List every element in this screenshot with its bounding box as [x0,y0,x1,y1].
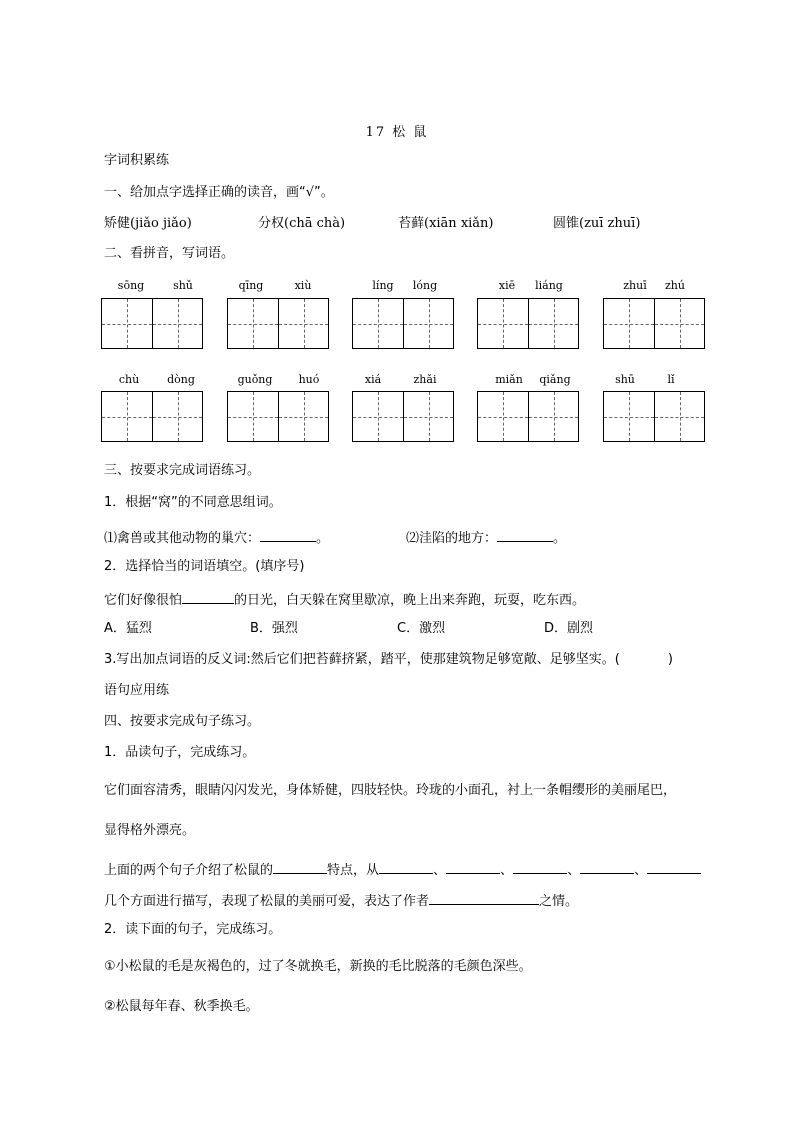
grid-cell[interactable] [228,299,278,348]
grid-cell[interactable] [528,299,578,348]
answer-blank[interactable] [429,890,539,905]
fill-mid: 特点，从 [327,863,380,878]
writing-grid[interactable] [101,298,203,349]
pinyin: lǐ [667,373,675,386]
answer-blank[interactable] [182,589,234,604]
pinyin: xiù [294,279,312,292]
pinyin: xiē [498,279,516,292]
separator: 、 [500,863,514,878]
grid-cell[interactable] [228,392,278,441]
answer-blank[interactable] [379,859,433,874]
sentence-1: ①小松鼠的毛是灰褐色的，过了冬就换毛，新换的毛比脱落的毛颜色深些。 [104,959,532,974]
q1-item-2: 分权(chā chà) [258,216,346,231]
pinyin: xiá [364,373,382,386]
option-b: B．强烈 [250,621,298,636]
answer-blank[interactable] [497,527,553,542]
pinyin: sōng [117,279,145,292]
q3-sub1a-label: ⑴禽兽或其他动物的巢穴： [104,531,261,546]
answer-blank[interactable] [580,859,634,874]
option-d: D．剧烈 [544,621,594,636]
grid-cell[interactable] [478,392,528,441]
pinyin: shǔ [173,279,193,292]
writing-grid[interactable] [603,298,705,349]
answer-blank[interactable] [273,859,327,874]
q3-sub3 [104,651,673,669]
fill-pre: 上面的两个句子介绍了松鼠的 [104,863,274,878]
pinyin: chù [118,373,140,386]
grid-cell[interactable] [152,392,202,441]
q1-item-3: 苔藓(xiān xiǎn) [398,216,494,231]
passage-line-2: 显得格外漂亮。 [104,823,196,838]
sentence-2: ②松鼠每年春、秋季换毛。 [104,999,259,1014]
pinyin: dòng [167,373,195,386]
fill-line-2 [104,890,578,911]
grid-cell[interactable] [604,392,654,441]
q3-sub1a-row [104,527,329,548]
passage-line-1: 它们面容清秀，眼睛闪闪发光，身体矫健，四肢轻快。玲珑的小面孔，衬上一条帽缨形的美丽尾巴， [104,783,677,798]
grid-cell[interactable] [654,299,704,348]
writing-grid[interactable] [101,391,203,442]
q1-item-1: 矫健(jiǎo jiǎo) [104,216,192,231]
grid-cell[interactable] [102,392,152,441]
sentence-pre: 它们好像很怕 [104,593,183,608]
pinyin: zhú [665,279,685,292]
writing-grid[interactable] [227,298,329,349]
q3-sub1b-label: ⑵洼陷的地方： [406,531,498,546]
q4-sub1: 1．品读句子，完成练习。 [104,745,256,760]
pinyin: huó [298,373,320,386]
section-heading-sentence: 语句应用练 [104,683,170,698]
answer-blank[interactable] [513,859,567,874]
option-c: C．激烈 [397,621,446,636]
writing-grid[interactable] [352,298,454,349]
writing-grid[interactable] [477,391,579,442]
question-2-heading: 二、看拼音，写词语。 [104,246,235,261]
q3-sub2: 2．选择恰当的词语填空。(填序号) [104,559,305,574]
sentence-post: 的日光，白天躲在窝里歇凉，晚上出来奔跑，玩耍，吃东西。 [234,593,586,608]
close-paren: ) [667,652,673,667]
writing-grid[interactable] [603,391,705,442]
separator: 、 [634,863,648,878]
period: 。 [316,531,330,546]
fill-l2-post: 之情。 [539,894,579,909]
grid-cell[interactable] [278,392,328,441]
pinyin: zhǎi [413,373,437,386]
grid-cell[interactable] [353,299,403,348]
pinyin: qiǎng [539,373,571,386]
period: 。 [553,531,567,546]
q3-sub1b-row [406,527,566,548]
fill-line-1 [104,859,701,880]
pinyin: liáng [535,279,563,292]
question-1-heading: 一、给加点字选择正确的读音，画“√”。 [104,185,334,200]
writing-grid[interactable] [477,298,579,349]
grid-cell[interactable] [604,299,654,348]
grid-cell[interactable] [403,392,453,441]
grid-cell[interactable] [278,299,328,348]
fill-l2-pre: 几个方面进行描写，表现了松鼠的美丽可爱，表达了作者 [104,894,430,909]
grid-cell[interactable] [654,392,704,441]
page-title: 17 松 鼠 [365,125,429,140]
grid-cell[interactable] [353,392,403,441]
q3-sub2-sentence [104,589,585,610]
writing-grid[interactable] [227,391,329,442]
pinyin: miǎn [495,373,523,386]
pinyin: líng [372,279,394,292]
grid-cell[interactable] [528,392,578,441]
section-heading-vocab: 字词积累练 [104,153,170,168]
answer-blank[interactable] [260,527,316,542]
grid-cell[interactable] [478,299,528,348]
pinyin: lóng [412,279,438,292]
q3-sub3-text: 3.写出加点词语的反义词:然后它们把苔藓挤紧，踏平，使那建筑物足够宽敞、足够坚实。( [104,652,620,667]
separator: 、 [433,863,447,878]
grid-cell[interactable] [152,299,202,348]
separator: 、 [567,863,581,878]
q4-sub2: 2．读下面的句子，完成练习。 [104,922,282,937]
grid-cell[interactable] [403,299,453,348]
answer-blank[interactable] [446,859,500,874]
answer-blank[interactable] [647,859,701,874]
pinyin: zhuī [623,279,647,292]
option-a: A．猛烈 [104,621,152,636]
pinyin: guǒng [237,373,273,386]
q1-item-4: 圆锥(zuī zhuī) [553,216,641,231]
pinyin: qīng [238,279,264,292]
question-4-heading: 四、按要求完成句子练习。 [104,714,261,729]
q3-sub1: 1．根据“窝”的不同意思组词。 [104,495,282,510]
grid-cell[interactable] [102,299,152,348]
writing-grid[interactable] [352,391,454,442]
pinyin: shū [615,373,635,386]
question-3-heading: 三、按要求完成词语练习。 [104,463,261,478]
